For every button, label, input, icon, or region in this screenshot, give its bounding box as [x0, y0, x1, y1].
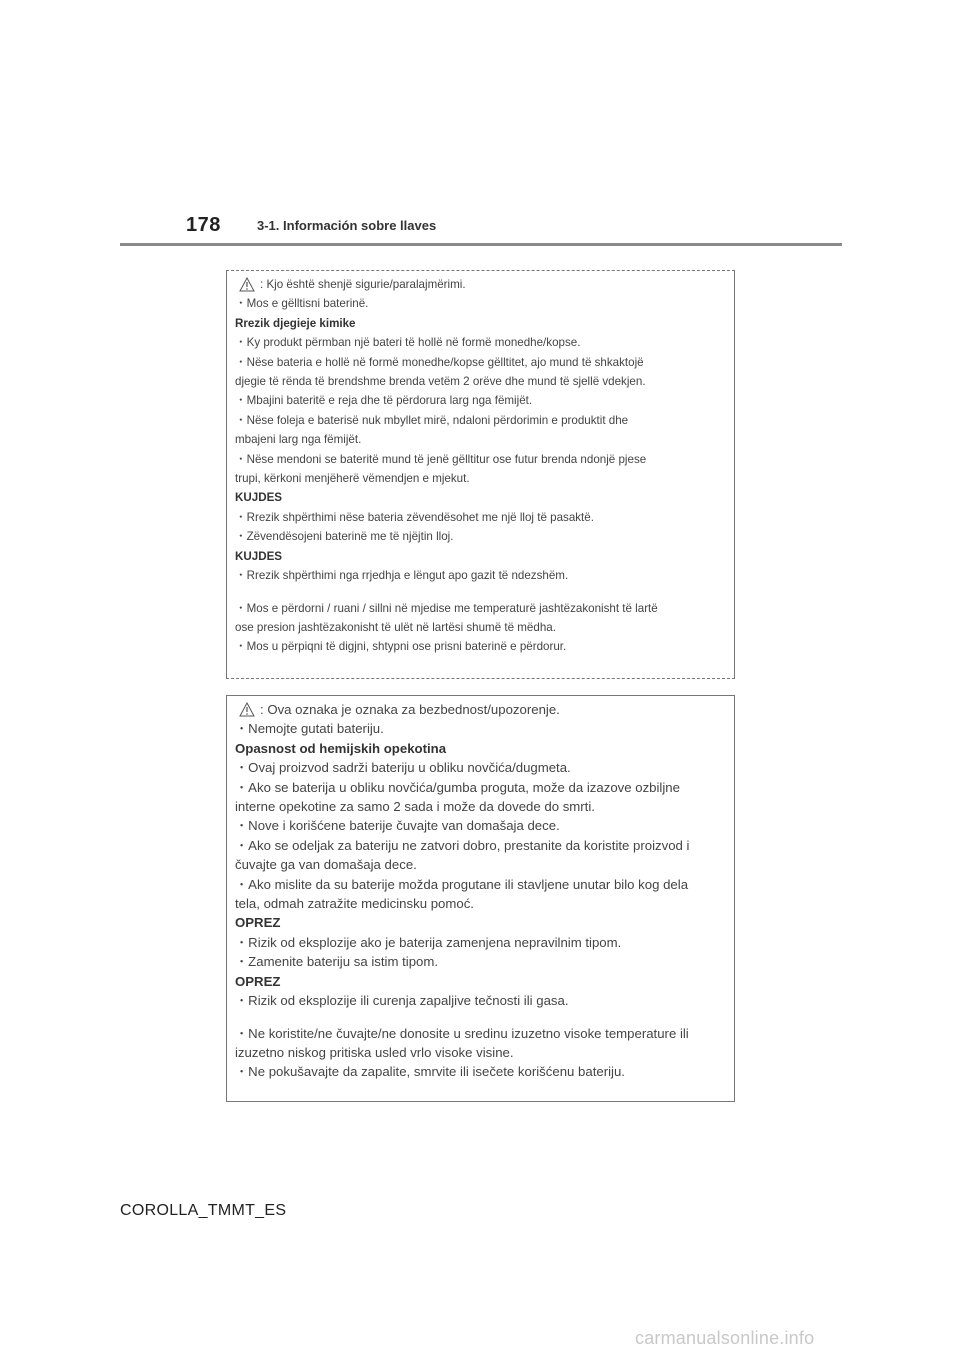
footer-model-code: COROLLA_TMMT_ES [120, 1202, 287, 1219]
warning-text-line: ・Nëse foleja e baterisë nuk mbyllet mirë, ndaloni përdorimin e produktit dhe [235, 413, 629, 427]
page-number: 178 [186, 214, 221, 236]
warning-heading: KUJDES [235, 549, 283, 563]
warning-heading: OPREZ [235, 973, 281, 989]
warning-text-line: ・Zëvendësojeni baterinë me të njëjtin lloj. [235, 530, 454, 544]
warning-text-line: djegie të rënda të brendshme brenda vetëm 2 orëve dhe mund të sjellë vdekjen. [235, 375, 646, 389]
warning-text-line: ・Mos e përdorni / ruani / sillni në mjedise me temperaturë jashtëzakonisht të lartë [235, 601, 658, 615]
warning-heading: Opasnost od hemijskih opekotina [235, 740, 447, 756]
warning-intro [235, 700, 734, 719]
warning-intro-text: : Ova oznaka je oznaka za bezbednost/upozorenje. [260, 702, 560, 717]
warning-text-line: ・Nove i korišćene baterije čuvajte van domašaja dece. [235, 818, 560, 834]
warning-text-line: ・Rizik od eksplozije ako je baterija zamenjena nepravilnim tipom. [235, 934, 622, 950]
warning-text-line: ・Rrezik shpërthimi nga rrjedhja e lëngut apo gazit të ndezshëm. [235, 569, 569, 583]
warning-text-line: ose presion jashtëzakonisht të ulët në lartësi shumë të mëdha. [235, 620, 556, 634]
warning-heading: OPREZ [235, 915, 281, 931]
warning-text-line: ・Mos e gëlltisni baterinë. [235, 297, 369, 311]
warning-text-line: čuvajte ga van domašaja dece. [235, 857, 417, 873]
warning-text-line: ・Zamenite bateriju sa istim tipom. [235, 954, 439, 970]
warning-text-line: ・Ne pokušavajte da zapalite, smrvite ili isečete korišćenu bateriju. [235, 1064, 625, 1080]
paragraph-spacer [235, 1011, 734, 1024]
warning-text-line: ・Ako mislite da su baterije možda progutane ili stavljene unutar bilo kog dela [235, 876, 689, 892]
warning-triangle-icon [239, 277, 255, 292]
warning-intro [235, 275, 734, 294]
warning-text-line: ・Rrezik shpërthimi nëse bateria zëvendësohet me një lloj të pasaktë. [235, 510, 594, 524]
warning-text-line: mbajeni larg nga fëmijët. [235, 433, 362, 447]
warning-text-line: ・Nëse bateria e hollë në formë monedhe/kopse gëlltitet, ajo mund të shkaktojë [235, 355, 644, 369]
header-rule [120, 243, 842, 246]
warning-text-line: ・Ako se odeljak za bateriju ne zatvori dobro, prestanite da koristite proizvod i [235, 837, 690, 853]
warning-text-line: ・Mbajini bateritë e reja dhe të përdorura larg nga fëmijët. [235, 394, 533, 408]
warning-box-serbian [226, 695, 735, 1102]
warning-text-line: izuzetno niskog pritiska usled vrlo visoke visine. [235, 1044, 514, 1060]
warning-text-line: ・Ovaj proizvod sadrži bateriju u obliku novčića/dugmeta. [235, 760, 571, 776]
warning-text-line: ・Ako se baterija u obliku novčića/gumba proguta, može da izazove ozbiljne [235, 779, 680, 795]
warning-text-line: interne opekotine za samo 2 sada i može da dovede do smrti. [235, 799, 595, 815]
section-title: 3-1. Información sobre llaves [257, 218, 437, 233]
warning-text-line: tela, odmah zatražite medicinsku pomoć. [235, 896, 474, 912]
warning-text-line: ・Nëse mendoni se bateritë mund të jenë gëlltitur ose futur brenda ndonjë pjese [235, 452, 647, 466]
warning-heading: Rrezik djegieje kimike [235, 316, 356, 330]
warning-text-line: ・Ne koristite/ne čuvajte/ne donosite u sredinu izuzetno visoke temperature ili [235, 1025, 689, 1041]
warning-text-line: ・Nemojte gutati bateriju. [235, 721, 384, 737]
warning-heading: KUJDES [235, 491, 283, 505]
watermark: carmanualsonline.info [635, 1328, 815, 1348]
warning-text-line: trupi, kërkoni menjëherë vëmendjen e mjekut. [235, 472, 470, 486]
warning-text-line: ・Ky produkt përmban një bateri të hollë në formë monedhe/kopse. [235, 336, 581, 350]
warning-box-albanian [226, 270, 735, 679]
warning-text-line: ・Mos u përpiqni të digjni, shtypni ose prisni baterinë e përdorur. [235, 640, 567, 654]
paragraph-spacer [235, 586, 734, 599]
warning-text-line: ・Rizik od eksplozije ili curenja zapaljive tečnosti ili gasa. [235, 993, 569, 1009]
warning-triangle-icon [239, 702, 255, 717]
warning-intro-text: : Kjo është shenjë sigurie/paralajmërimi. [260, 278, 466, 291]
